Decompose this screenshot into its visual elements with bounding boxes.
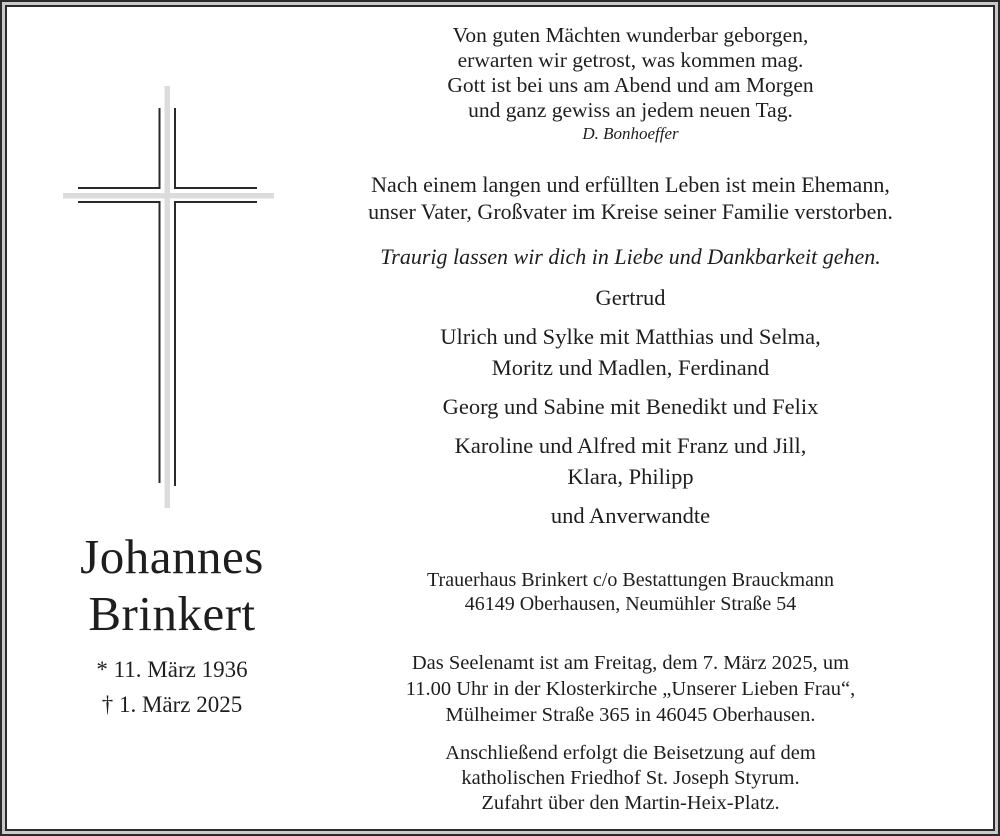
death-date: † 1. März 2025 [101,692,243,717]
notice-text-column [338,0,923,816]
deceased-last-name: Brinkert [88,586,256,641]
mourner-line: und Anverwandte [550,503,711,528]
quote-line: erwarten wir getrost, was kommen mag. [457,48,804,72]
mourner-group-widow [338,282,923,313]
mourner-line: Gertrud [595,285,666,310]
service-line: Das Seelenamt ist am Freitag, dem 7. März 2025, um [411,652,850,674]
deceased-block [12,528,332,722]
announcement-line: Nach einem langen und erfüllten Leben ist mein Ehemann, [371,172,890,197]
burial-line: katholischen Friedhof St. Joseph Styrum. [461,767,800,789]
deceased-first-name: Johannes [80,529,264,584]
burial-line: Anschließend erfolgt die Beisetzung auf dem [445,742,816,764]
mourner-line: Klara, Philipp [567,464,694,489]
mourner-group-family-3 [338,430,923,492]
address-line: Trauerhaus Brinkert c/o Bestattungen Brauckmann [427,569,834,591]
quote-line: Gott ist bei uns am Abend und am Morgen [447,73,814,97]
death-announcement [338,171,923,225]
mourner-line: Moritz und Madlen, Ferdinand [491,355,770,380]
funeral-home-address [338,568,923,616]
mourner-line: Georg und Sabine mit Benedikt und Felix [442,394,819,419]
mourner-group-family-1 [338,321,923,383]
farewell-line: Traurig lassen wir dich in Liebe und Dankbarkeit gehen. [380,244,881,269]
quote-line: und ganz gewiss an jedem neuen Tag. [468,98,793,122]
mourner-line: Ulrich und Sylke mit Matthias und Selma, [440,324,821,349]
mourner-group-relatives [338,500,923,531]
announcement-line: unser Vater, Großvater im Kreise seiner Familie verstorben. [368,199,893,224]
quote-line: Von guten Mächten wunderbar geborgen, [452,23,809,47]
cross-icon [58,82,280,512]
mourner-group-family-2 [338,391,923,422]
address-line: 46149 Oberhausen, Neumühler Straße 54 [464,593,797,615]
burial-info [338,741,923,816]
burial-line: Zufahrt über den Martin-Heix-Platz. [481,792,780,814]
life-dates [12,652,332,722]
birth-date: * 11. März 1936 [96,657,248,682]
opening-quote [338,23,923,123]
mourner-line: Karoline und Alfred mit Franz und Jill, [454,433,807,458]
service-line: Mülheimer Straße 365 in 46045 Oberhausen. [445,704,816,726]
service-info [338,650,923,728]
quote-attribution: D. Bonhoeffer [582,124,679,143]
service-line: 11.00 Uhr in der Klosterkirche „Unserer Lieben Frau“, [405,678,856,700]
